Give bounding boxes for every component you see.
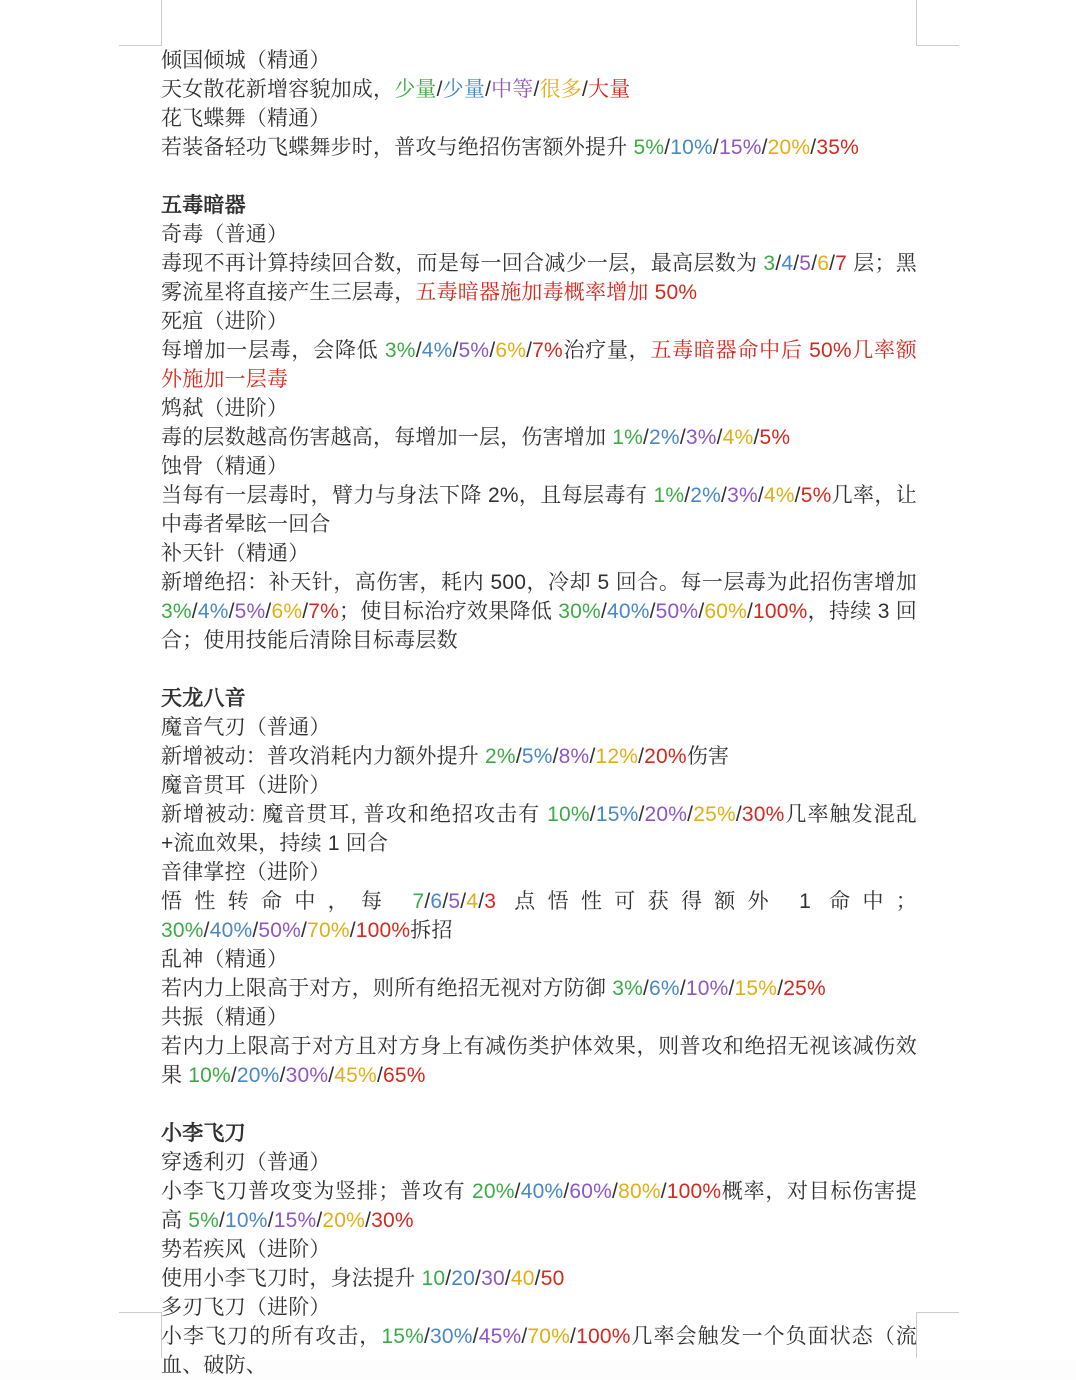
colored-value-segment: 3%: [161, 600, 192, 623]
text-segment: 补天针（精通）: [161, 542, 310, 565]
colored-value-segment: 80%: [618, 1180, 661, 1203]
colored-value-segment: 20%: [322, 1209, 366, 1232]
text-segment: /: [684, 484, 691, 507]
text-segment: 倾国倾城（精通）: [161, 49, 331, 72]
colored-value-segment: 10%: [670, 136, 713, 159]
text-segment: 穿透利刃（普通）: [161, 1151, 331, 1174]
text-segment: 治疗量，: [562, 339, 651, 362]
text-segment: /: [436, 78, 443, 101]
text-segment: 几率触发混乱+流血效果，持续 1 回合: [161, 803, 918, 855]
colored-value-segment: 30%: [161, 919, 204, 942]
paragraph: [161, 771, 917, 800]
paragraph: [161, 46, 917, 75]
text-segment: 新增被动：普攻消耗内力额外提升: [161, 745, 486, 768]
colored-value-segment: 4%: [763, 484, 795, 507]
text-segment: 魔音贯耳（进阶）: [161, 774, 331, 797]
colored-value-segment: 35%: [816, 136, 859, 159]
text-segment: /: [679, 426, 686, 449]
text-segment: /: [526, 339, 533, 362]
text-segment: /: [728, 977, 735, 1000]
colored-value-segment: 5%: [188, 1209, 219, 1232]
paragraph: [161, 133, 917, 162]
text-segment: 若装备轻功飞蝶舞步时，普攻与绝招伤害额外提升: [161, 136, 634, 159]
colored-value-segment: 5%: [234, 600, 266, 623]
text-segment: 花飞蝶舞（精通）: [161, 107, 331, 130]
text-segment: 新增被动: 魔音贯耳, 普攻和绝招攻击有: [161, 803, 548, 826]
text-segment: /: [698, 600, 705, 623]
paragraph: [161, 1177, 917, 1235]
text-segment: 魔音气刃（普通）: [161, 716, 331, 739]
paragraph: [161, 1003, 917, 1032]
colored-value-segment: 15%: [718, 136, 762, 159]
text-segment: 悟性转命中，每: [161, 890, 413, 913]
colored-value-segment: 10%: [188, 1064, 231, 1087]
paragraph: [161, 974, 917, 1003]
text-segment: 层；黑雾流星将直接产生三层毒，: [161, 252, 917, 304]
colored-value-segment: 4: [466, 890, 479, 913]
text-segment: 伤害: [686, 745, 730, 768]
colored-value-segment: 15%: [595, 803, 639, 826]
text-segment: /: [810, 136, 817, 159]
text-segment: /: [638, 745, 645, 768]
text-segment: /: [230, 1064, 237, 1087]
colored-value-segment: 20%: [767, 136, 811, 159]
colored-value-segment: 5%: [759, 426, 791, 449]
colored-value-segment: 2%: [690, 484, 722, 507]
text-segment: /: [219, 1209, 226, 1232]
text-segment: /: [376, 1064, 383, 1087]
text-segment: /: [424, 890, 431, 913]
text-segment: /: [612, 1180, 619, 1203]
colored-value-segment: 100%: [753, 600, 808, 623]
colored-value-segment: 50%: [258, 919, 302, 942]
colored-value-segment: 50%: [655, 600, 699, 623]
paragraph: [161, 423, 917, 452]
text-segment: 点悟性可获得额外 1 命中；: [496, 890, 917, 913]
colored-value-segment: 6%: [649, 977, 680, 1000]
colored-value-segment: 3: [484, 890, 497, 913]
text-segment: ，持续 3 回合；使用技能后清除目标毒层数: [161, 600, 917, 652]
text-segment: /: [203, 919, 210, 942]
text-segment: /: [829, 252, 836, 275]
colored-value-segment: 3%: [727, 484, 758, 507]
colored-value-segment: 8%: [558, 745, 590, 768]
text-segment: 小李飞刀普攻变为竖排；普攻有: [161, 1180, 473, 1203]
colored-value-segment: 20%: [644, 803, 688, 826]
text-segment: /: [716, 426, 723, 449]
text-segment: /: [775, 252, 782, 275]
text-boundary-corner-bottom-right: [916, 1312, 959, 1358]
text-segment: /: [721, 484, 728, 507]
colored-value-segment: 45%: [334, 1064, 377, 1087]
text-segment: /: [515, 745, 522, 768]
text-segment: /: [794, 484, 801, 507]
text-segment: 当每有一层毒时，臂力与身法下降 2%，且每层毒有: [161, 484, 654, 507]
colored-value-segment: 7%: [308, 600, 340, 623]
text-segment: /: [442, 890, 449, 913]
text-segment: 若内力上限高于对方，则所有绝招无视对方防御: [161, 977, 613, 1000]
colored-value-segment: 40%: [606, 600, 650, 623]
text-segment: /: [328, 1064, 335, 1087]
text-segment: /: [589, 745, 596, 768]
colored-value-segment: 60%: [569, 1180, 613, 1203]
colored-value-segment: 很多: [539, 78, 582, 101]
colored-value-segment: 5: [448, 890, 461, 913]
paragraph: [161, 800, 917, 858]
text-segment: /: [489, 339, 496, 362]
colored-value-segment: 6%: [271, 600, 303, 623]
text-segment: /: [811, 252, 818, 275]
text-segment: /: [638, 803, 645, 826]
text-segment: 概率，对目标伤害提高: [161, 1180, 917, 1232]
paragraph: [161, 452, 917, 481]
colored-value-segment: 20%: [472, 1180, 515, 1203]
colored-value-segment: 30%: [371, 1209, 414, 1232]
colored-value-segment: 4%: [197, 600, 229, 623]
text-segment: 拆招: [410, 919, 453, 942]
colored-value-segment: 3: [763, 252, 776, 275]
colored-value-segment: 6: [817, 252, 830, 275]
colored-value-segment: 20%: [236, 1064, 280, 1087]
colored-value-segment: 7%: [532, 339, 563, 362]
text-segment: /: [349, 919, 356, 942]
text-segment: /: [687, 803, 694, 826]
text-segment: /: [267, 1209, 274, 1232]
paragraph: [161, 336, 917, 394]
paragraph: [161, 1322, 917, 1380]
colored-value-segment: 30: [481, 1267, 505, 1290]
colored-value-segment: 2%: [649, 426, 680, 449]
colored-value-segment: 4%: [421, 339, 453, 362]
text-segment: /: [533, 78, 540, 101]
colored-value-segment: 3%: [612, 977, 643, 1000]
text-segment: /: [472, 1325, 479, 1348]
text-segment: /: [581, 78, 589, 101]
colored-value-segment: 20: [451, 1267, 476, 1290]
paragraph: [161, 713, 917, 742]
text-segment: /: [302, 600, 309, 623]
text-segment: 奇毒（普通）: [161, 223, 289, 246]
text-segment: 毒现不再计算持续回合数，而是每一回合减少一层，最高层数为: [161, 252, 764, 275]
paragraph: [161, 568, 917, 655]
colored-value-segment: 65%: [382, 1064, 426, 1087]
colored-value-segment: 10%: [225, 1209, 268, 1232]
text-segment: 几率会触发一个负面状态（流血、破防、: [161, 1325, 918, 1377]
colored-value-segment: 10%: [685, 977, 729, 1000]
text-body: [161, 46, 917, 1380]
text-segment: /: [660, 1180, 667, 1203]
text-segment: /: [460, 890, 467, 913]
text-segment: 使用小李飞刀时，身法提升: [161, 1267, 422, 1290]
colored-value-segment: 30%: [741, 803, 785, 826]
colored-value-segment: 100%: [355, 919, 411, 942]
text-segment: /: [679, 977, 686, 1000]
text-segment: ；使目标治疗效果降低: [339, 600, 559, 623]
text-segment: /: [534, 1267, 541, 1290]
text-segment: /: [777, 977, 784, 1000]
colored-value-segment: 1%: [653, 484, 685, 507]
paragraph: [161, 1235, 917, 1264]
text-segment: /: [643, 977, 650, 1000]
paragraph: [161, 858, 917, 887]
colored-value-segment: 10%: [547, 803, 590, 826]
paragraph: [161, 887, 917, 945]
text-segment: /: [252, 919, 259, 942]
text-segment: /: [452, 339, 459, 362]
text-segment: /: [600, 600, 607, 623]
colored-value-segment: 少量: [442, 78, 486, 101]
paragraph: [161, 249, 917, 307]
colored-value-segment: 4%: [722, 426, 754, 449]
text-segment: /: [279, 1064, 286, 1087]
text-boundary-corner-bottom-left: [119, 1312, 162, 1358]
colored-value-segment: 25%: [783, 977, 826, 1000]
paragraph: [161, 481, 917, 539]
text-segment: /: [316, 1209, 323, 1232]
paragraph: [161, 945, 917, 974]
text-segment: /: [747, 600, 754, 623]
colored-value-segment: 1%: [612, 426, 643, 449]
text-segment: /: [712, 136, 719, 159]
text-boundary-corner-top-left: [119, 0, 162, 46]
colored-value-segment: 30%: [285, 1064, 329, 1087]
text-segment: /: [365, 1209, 372, 1232]
text-segment: /: [552, 745, 559, 768]
colored-value-segment: 5%: [633, 136, 665, 159]
text-segment: /: [521, 1325, 528, 1348]
colored-value-segment: 70%: [527, 1325, 571, 1348]
paragraph: [161, 539, 917, 568]
paragraph: [161, 1264, 917, 1293]
colored-value-segment: 少量: [394, 78, 437, 101]
colored-value-segment: 4: [781, 252, 794, 275]
colored-value-segment: 100%: [666, 1180, 722, 1203]
colored-value-segment: 2%: [485, 745, 516, 768]
colored-value-segment: 30%: [558, 600, 601, 623]
colored-value-segment: 五毒暗器命中后 50%几率额外施加一层毒: [161, 339, 917, 391]
paragraph: [161, 1032, 917, 1090]
text-segment: /: [445, 1267, 452, 1290]
colored-value-segment: 50: [540, 1267, 565, 1290]
text-segment: /: [478, 890, 485, 913]
colored-value-segment: 3%: [685, 426, 717, 449]
text-segment: 鸩弑（进阶）: [161, 397, 289, 420]
colored-value-segment: 70%: [307, 919, 350, 942]
text-segment: 音律掌控（进阶）: [161, 861, 331, 884]
paragraph: [161, 1293, 917, 1322]
text-segment: /: [793, 252, 800, 275]
text-segment: /: [504, 1267, 511, 1290]
colored-value-segment: 12%: [595, 745, 639, 768]
paragraph: [161, 307, 917, 336]
colored-value-segment: 3%: [384, 339, 416, 362]
text-segment: /: [664, 136, 671, 159]
colored-value-segment: 中等: [491, 78, 534, 101]
text-segment: 势若疾风（进阶）: [161, 1238, 331, 1261]
text-segment: /: [423, 1325, 431, 1348]
colored-value-segment: 5%: [800, 484, 832, 507]
colored-value-segment: 6: [430, 890, 443, 913]
text-segment: /: [589, 803, 596, 826]
colored-value-segment: 25%: [693, 803, 736, 826]
colored-value-segment: 30%: [430, 1325, 473, 1348]
section-header: 天龙八音: [161, 687, 246, 710]
text-segment: /: [514, 1180, 521, 1203]
text-boundary-corner-top-right: [916, 0, 959, 46]
paragraph: [161, 220, 917, 249]
section-header: 五毒暗器: [161, 194, 246, 217]
colored-value-segment: 45%: [478, 1325, 522, 1348]
colored-value-segment: 20%: [644, 745, 687, 768]
text-segment: /: [485, 78, 492, 101]
text-segment: 新增绝招：补天针，高伤害，耗内 500，冷却 5 回合。每一层毒为此招伤害增加: [161, 571, 917, 594]
text-segment: /: [415, 339, 422, 362]
colored-value-segment: 40%: [520, 1180, 564, 1203]
paragraph: [161, 394, 917, 423]
text-segment: /: [643, 426, 650, 449]
colored-value-segment: 15%: [734, 977, 778, 1000]
text-segment: 若内力上限高于对方且对方身上有减伤类护体效果，则普攻和绝招无视该减伤效果: [161, 1035, 917, 1087]
text-segment: /: [753, 426, 760, 449]
colored-value-segment: 10: [421, 1267, 446, 1290]
text-segment: 毒的层数越高伤害越高，每增加一层，伤害增加: [161, 426, 613, 449]
text-segment: 每增加一层毒，会降低: [161, 339, 385, 362]
paragraph: [161, 104, 917, 133]
text-segment: /: [757, 484, 764, 507]
paragraph: [161, 742, 917, 771]
paragraph: [161, 1148, 917, 1177]
text-segment: /: [761, 136, 768, 159]
text-segment: /: [649, 600, 656, 623]
colored-value-segment: 100%: [576, 1325, 631, 1348]
text-segment: 死疽（进阶）: [161, 310, 289, 333]
text-segment: /: [228, 600, 235, 623]
text-segment: /: [563, 1180, 570, 1203]
text-segment: 共振（精通）: [161, 1006, 289, 1029]
colored-value-segment: 15%: [381, 1325, 424, 1348]
text-segment: 多刃飞刀（进阶）: [161, 1296, 331, 1319]
colored-value-segment: 7: [412, 890, 425, 913]
colored-value-segment: 7: [835, 252, 848, 275]
colored-value-segment: 大量: [588, 78, 631, 101]
text-segment: 乱神（精通）: [161, 948, 289, 971]
text-segment: /: [265, 600, 272, 623]
colored-value-segment: 6%: [495, 339, 527, 362]
text-segment: 小李飞刀的所有攻击，: [161, 1325, 382, 1348]
section-header: 小李飞刀: [161, 1122, 246, 1145]
text-segment: 天女散花新增容貌加成，: [161, 78, 395, 101]
text-segment: 蚀骨（精通）: [161, 455, 289, 478]
colored-value-segment: 5%: [521, 745, 553, 768]
text-segment: 几率，让中毒者晕眩一回合: [161, 484, 917, 536]
colored-value-segment: 5: [799, 252, 812, 275]
text-segment: /: [475, 1267, 482, 1290]
paragraph: [161, 75, 917, 104]
colored-value-segment: 60%: [704, 600, 747, 623]
colored-value-segment: 40: [510, 1267, 535, 1290]
text-segment: /: [570, 1325, 577, 1348]
colored-value-segment: 5%: [458, 339, 490, 362]
colored-value-segment: 15%: [273, 1209, 317, 1232]
colored-value-segment: 五毒暗器施加毒概率增加 50%: [415, 281, 698, 304]
text-segment: /: [191, 600, 198, 623]
colored-value-segment: 40%: [209, 919, 253, 942]
text-segment: /: [301, 919, 308, 942]
text-segment: /: [735, 803, 742, 826]
